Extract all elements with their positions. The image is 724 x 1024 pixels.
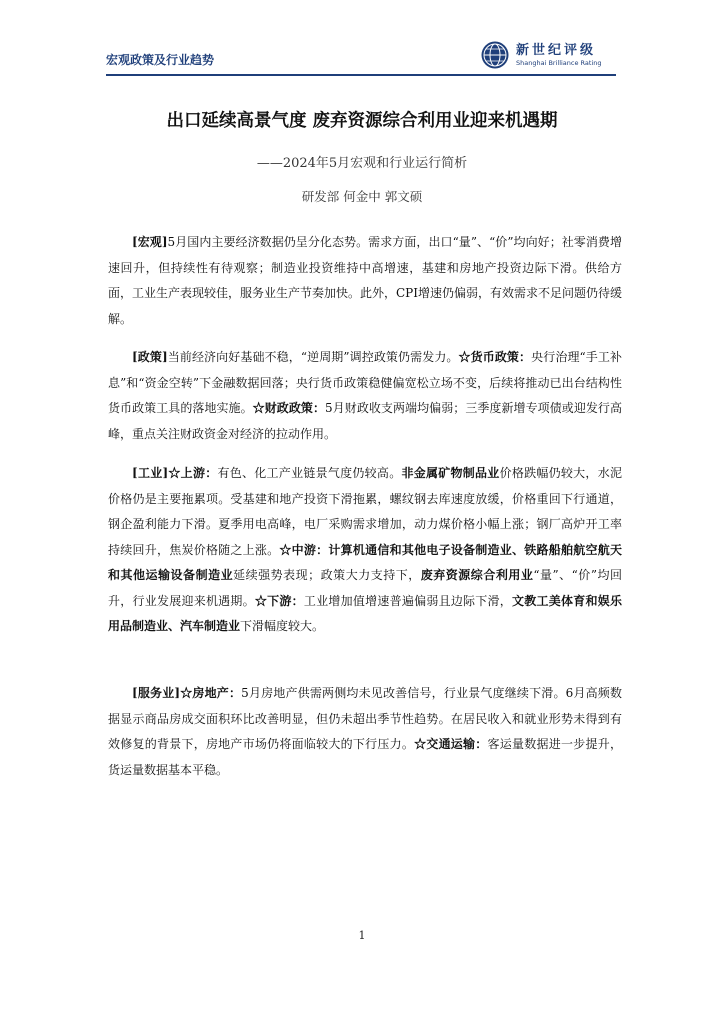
industry-bold-3: 废弃资源综合利用业 xyxy=(420,568,534,582)
macro-paragraph xyxy=(108,230,622,332)
document-authors: 研发部 何金中 郭文硕 xyxy=(301,189,423,204)
services-text-1: 5月房地产供需两侧均未见改善信号，行业景气度继续下滑。6月高频数据显示商品房成交面积环比改善明显，但仍未超出季节性趋势。在居民收入和就业形势未得到有效修复的背景下，房地产市场仍将面临较大的下行压力。 xyxy=(108,686,622,751)
globe-logo-icon xyxy=(480,40,510,70)
document-subtitle: ——2024年5月宏观和行业运行简析 xyxy=(256,156,468,171)
section-title: 宏观政策及行业趋势 xyxy=(106,53,215,67)
fiscal-policy-label: ☆财政政策： xyxy=(252,401,326,415)
macro-text: 5月国内主要经济数据仍呈分化态势。需求方面，出口“量”、“价”均向好；社零消费增速回升，但持续性有待观察；制造业投资维持中高增速，基建和房地产投资边际下滑。供给方面，工业生产表现较佳，服务业生产节奏加快。此外，CPI增速仍偏弱，有效需求不足问题仍待缓解。 xyxy=(108,235,622,326)
industry-paragraph xyxy=(108,461,622,640)
industry-bold-4: 文教工美体育和娱乐用品制造业、汽车制造业 xyxy=(108,593,622,633)
industry-text-1: 有色、化工产业链景气度仍较高。 xyxy=(217,466,402,480)
policy-label: [政策] xyxy=(132,350,168,364)
real-estate-label: ☆房地产： xyxy=(180,686,242,700)
monetary-policy-label: ☆货币政策： xyxy=(458,350,532,364)
page-number: 1 xyxy=(358,929,366,942)
industry-bold-1: 非金属矿物制品业 xyxy=(401,466,500,480)
services-text-2: 客运量数据进一步提升，货运量数据基本平稳。 xyxy=(108,737,622,777)
industry-text-4: “量”、“价”均回升，行业发展迎来机遇期。 xyxy=(108,568,622,608)
industry-label: [工业] xyxy=(132,466,169,480)
brand-logo xyxy=(480,38,610,72)
industry-text-3: 延续强势表现；政策大力支持下， xyxy=(233,568,421,582)
services-label: [服务业] xyxy=(132,686,181,700)
industry-bold-2: 计算机通信和其他电子设备制造业、铁路船舶航空航天和其他运输设备制造业 xyxy=(108,542,622,582)
upstream-label: ☆上游： xyxy=(168,466,218,480)
logo-english-name: Shanghai Brilliance Rating xyxy=(516,59,602,67)
document-title: 出口延续高景气度 废弃资源综合利用业迎来机遇期 xyxy=(166,111,558,131)
transport-label: ☆交通运输： xyxy=(414,737,488,751)
policy-text-3: 5月财政收支两端均偏弱；三季度新增专项债或迎发行高峰，重点关注财政资金对经济的拉动作用。 xyxy=(108,401,622,441)
industry-text-6: 下滑幅度较大。 xyxy=(240,619,325,633)
policy-text-2: 央行治理“手工补息”和“资金空转”下金融数据回落；央行货币政策稳健偏宽松立场不变，后续将推动已出台结构性货币政策工具的落地实施。 xyxy=(108,350,622,415)
policy-text-1: 当前经济向好基础不稳，“逆周期”调控政策仍需发力。 xyxy=(167,350,459,364)
downstream-label: ☆下游： xyxy=(254,593,304,608)
industry-text-2: 价格跌幅仍较大，水泥价格仍是主要拖累项。受基建和地产投资下滑拖累，螺纹钢去库速度放缓，价格重回下行通道，钢企盈利能力下滑。夏季用电高峰，电厂采购需求增加，动力煤价格小幅上涨；钢厂高炉开工率持续回升，焦炭价格随之上涨。 xyxy=(108,466,622,557)
policy-paragraph xyxy=(108,345,622,447)
industry-text-5: 工业增加值增速普遍偏弱且边际下滑， xyxy=(303,593,513,608)
midstream-label: ☆中游： xyxy=(279,542,329,557)
macro-label: [宏观] xyxy=(132,235,168,249)
page-header xyxy=(106,34,616,76)
services-paragraph xyxy=(108,681,622,783)
logo-chinese-name: 新世纪评级 xyxy=(516,43,597,58)
